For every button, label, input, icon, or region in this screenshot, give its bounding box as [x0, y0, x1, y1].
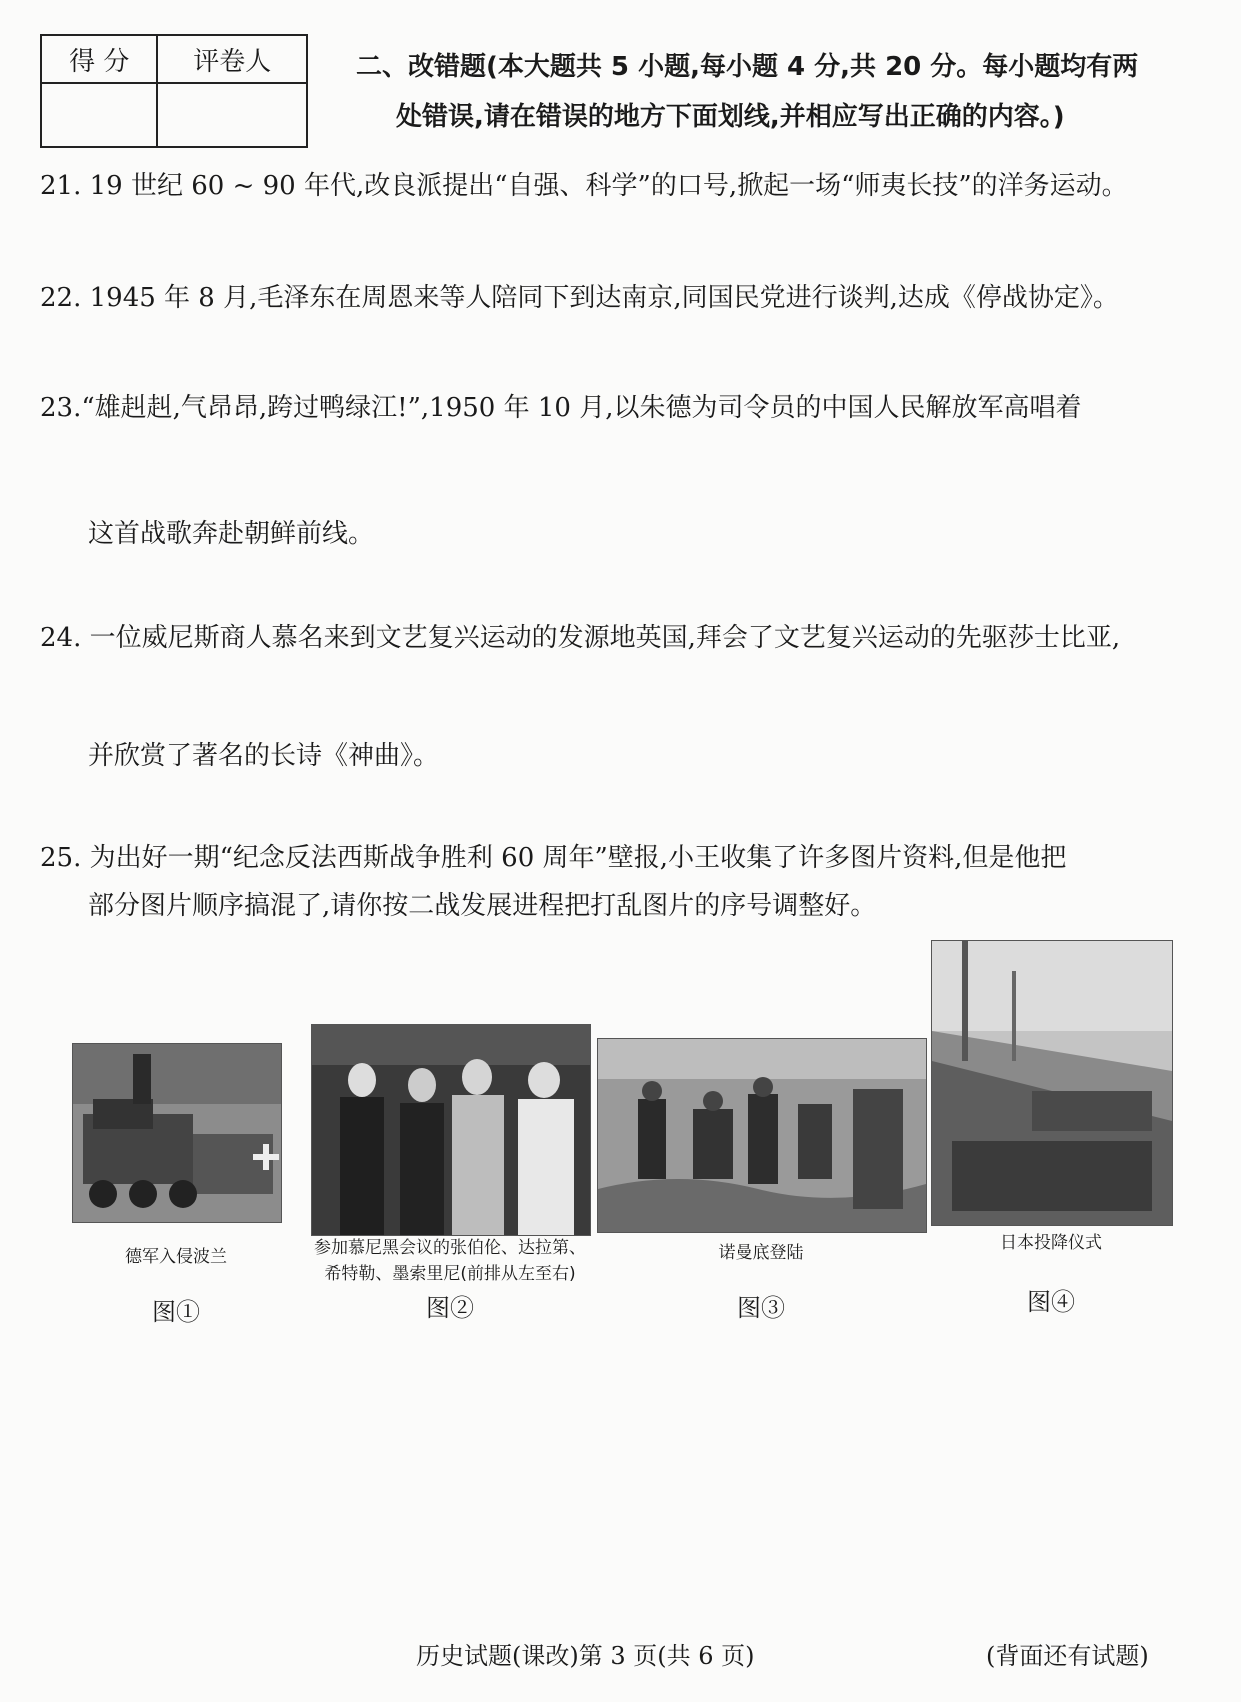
question-25 — [40, 840, 1067, 921]
section-title-line2: 处错误,请在错误的地方下面划线,并相应写出正确的内容。) — [396, 102, 1065, 132]
figure-2-caption-line2: 希特勒、墨索里尼(前排从左至右) — [324, 1264, 576, 1284]
figure-2-photo — [311, 1024, 591, 1236]
figure-3-label: 图③ — [737, 1294, 785, 1322]
figure-2-label: 图② — [426, 1294, 474, 1322]
question-21 — [40, 168, 1128, 204]
score-table — [40, 34, 308, 148]
question-23 — [40, 390, 1082, 549]
figure-1-label: 图① — [152, 1298, 200, 1326]
question-24-line1: 24. 一位威尼斯商人慕名来到文艺复兴运动的发源地英国,拜会了文艺复兴运动的先驱莎士比亚, — [40, 623, 1121, 653]
section-title-line1: 二、改错题(本大题共 5 小题,每小题 4 分,共 20 分。每小题均有两 — [356, 52, 1139, 82]
question-22 — [40, 280, 1119, 316]
question-25-line1: 25. 为出好一期“纪念反法西斯战争胜利 60 周年”壁报,小王收集了许多图片资料,但是他把 — [40, 843, 1067, 873]
section-title — [356, 42, 1206, 142]
question-22-text: 22. 1945 年 8 月,毛泽东在周恩来等人陪同下到达南京,同国民党进行谈判,达成《停战协定》。 — [40, 283, 1119, 313]
score-label: 得 分 — [41, 35, 157, 83]
score-cell[interactable] — [41, 83, 157, 147]
question-25-line2: 部分图片顺序搞混了,请你按二战发展进程把打乱图片的序号调整好。 — [88, 891, 877, 921]
question-21-text: 21. 19 世纪 60 ~ 90 年代,改良派提出“自强、科学”的口号,掀起一场“师夷长技”的洋务运动。 — [40, 171, 1128, 201]
figure-1-caption: 德军入侵波兰 — [125, 1247, 227, 1267]
figure-3-caption: 诺曼底登陆 — [718, 1243, 804, 1263]
question-23-line1: 23.“雄赳赳,气昂昂,跨过鸭绿江!”,1950 年 10 月,以朱德为司令员的中国人民解放军高唱着 — [40, 393, 1082, 423]
figure-4-caption: 日本投降仪式 — [1000, 1233, 1102, 1253]
figure-3-photo — [597, 1038, 927, 1233]
grader-label: 评卷人 — [157, 35, 307, 83]
question-23-line2: 这首战歌奔赴朝鲜前线。 — [88, 519, 375, 549]
footer-page-info: 历史试题(课改)第 3 页(共 6 页) — [416, 1642, 755, 1670]
figure-4-label: 图④ — [1027, 1288, 1075, 1316]
figure-2-caption — [280, 1235, 620, 1287]
figure-4-photo — [931, 940, 1173, 1226]
question-24-line2: 并欣赏了著名的长诗《神曲》。 — [88, 741, 440, 771]
question-24 — [40, 620, 1121, 771]
grader-cell[interactable] — [157, 83, 307, 147]
footer-note: (背面还有试题) — [986, 1642, 1149, 1670]
figure-2-caption-line1: 参加慕尼黑会议的张伯伦、达拉第、 — [314, 1238, 586, 1258]
figure-1-photo — [72, 1043, 282, 1223]
